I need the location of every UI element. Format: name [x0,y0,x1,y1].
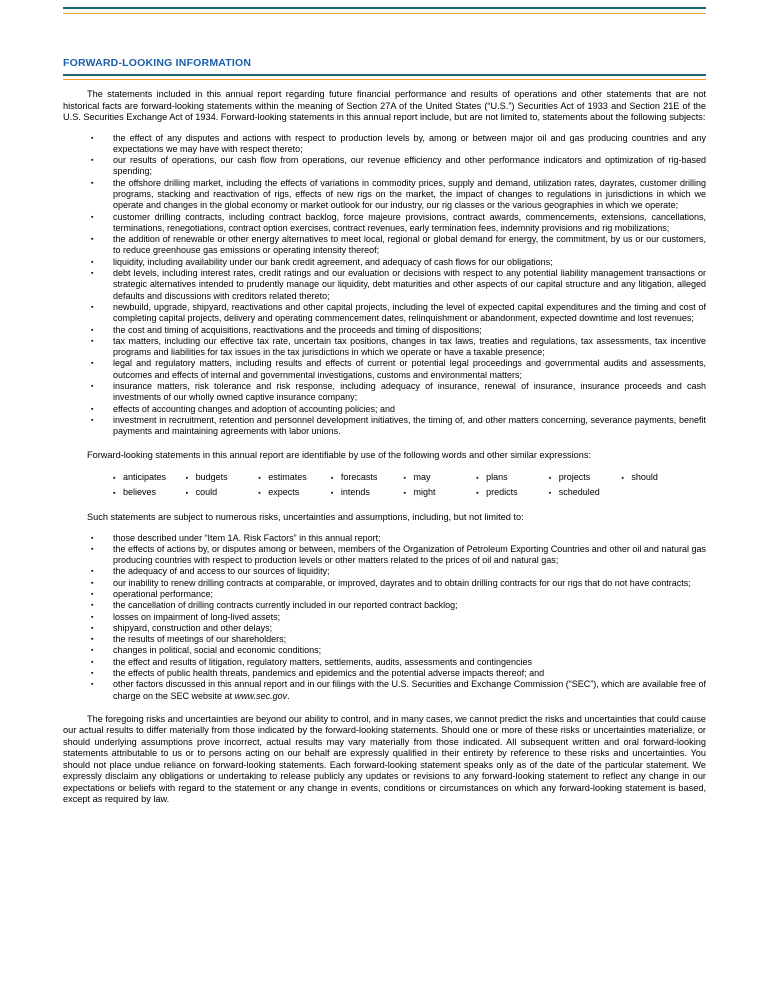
square-bullet-icon: ▪ [113,489,116,497]
subject-list-item [63,178,706,212]
keyword-item [186,486,259,501]
risk-list-item [63,612,706,623]
square-bullet-icon: ▪ [91,613,94,621]
square-bullet-icon: ▪ [91,624,94,632]
subject-list-item [63,302,706,325]
keyword-label: plans [486,472,508,483]
keyword-item [113,486,186,501]
subject-list-item [63,257,706,268]
keywords-grid [63,471,706,500]
square-bullet-icon: ▪ [91,157,94,165]
keyword-label: believes [123,486,157,497]
risk-item-text: those described under “Item 1A. Risk Factors” in this annual report; [113,532,381,543]
risk-item-text: the adequacy of and access to our sources of liquidity; [113,566,330,577]
subject-list-item [63,325,706,336]
square-bullet-icon: ▪ [91,636,94,644]
risk-item-text: the results of meetings of our shareholders; [113,634,287,645]
keyword-label: estimates [268,472,307,483]
risk-list-item [63,578,706,589]
subject-item-text: legal and regulatory matters, including results and effects of current or potential legal proceedings and governmental audits and assessments, outcomes and effects of internal and governmental investigations, customs and environmental matters; [113,358,706,380]
top-rule-orange [63,13,706,14]
subject-list-item [63,155,706,178]
risk-item-text: losses on impairment of long-lived assets; [113,611,281,622]
square-bullet-icon: ▪ [91,383,94,391]
square-bullet-icon: ▪ [258,475,261,483]
square-bullet-icon: ▪ [91,236,94,244]
top-rule-teal [63,7,706,9]
keyword-label: could [195,486,218,497]
keyword-label: may [413,472,431,483]
square-bullet-icon: ▪ [91,326,94,334]
subject-list-item [63,404,706,415]
square-bullet-icon: ▪ [91,416,94,424]
subject-item-text: our results of operations, our cash flow from operations, our revenue efficiency and other performance indicators and optimization of rig-based spending; [113,155,706,177]
risk-list-item [63,566,706,577]
subject-item-text: insurance matters, risk tolerance and risk response, including adequacy of insurance, renewal of insurance, insurance proceeds and cash investments of our wholly owned captive insurance company; [113,381,706,403]
square-bullet-icon: ▪ [91,534,94,542]
identifiable-paragraph: Forward-looking statements in this annual report are identifiable by use of the following words and other similar expressions: [87,449,592,460]
keyword-item [404,486,477,501]
square-bullet-icon: ▪ [113,475,116,483]
subject-item-text: liquidity, including availability under our bank credit agreement, and adequacy of cash flows for our obligations; [113,256,553,267]
subject-item-text: customer drilling contracts, including contract backlog, force majeure provisions, contract awards, commencements, extensions, cancellations, terminations, renegotiations, contract option exercises, contract revenues, early termination fees, indemnity provisions and rig mobilizations; [113,211,706,233]
keyword-item [621,471,694,486]
subject-item-text: effects of accounting changes and adoption of accounting policies; and [113,403,396,414]
risk-item-text: the cancellation of drilling contracts currently included in our reported contract backlog; [113,600,458,611]
keyword-item [549,486,622,501]
keyword-item [258,486,331,501]
square-bullet-icon: ▪ [91,568,94,576]
risk-list-item [63,600,706,611]
intro-paragraph: The statements included in this annual report regarding future financial performance and results of operations and other statements that are not historical facts are forward-looking statements within the meaning of Section 27A of the United States (“U.S.”) Securities Act of 1933 and Section 21E of the U.S. Securities Exchange Act of 1934. Forward-looking statements in this annual report include, but are not limited to, statements about the following subjects: [63,89,706,122]
keywords-row [63,486,706,501]
risks-bullet-list [63,533,706,702]
risk-list-item [63,634,706,645]
square-bullet-icon: ▪ [621,475,624,483]
risk-list-item [63,657,706,668]
keyword-label: budgets [195,472,228,483]
subject-item-text: the offshore drilling market, including the effects of variations in commodity prices, supply and demand, utilization rates, dayrates, customer drilling programs, stacking and reactivation of rigs, effects of new rigs on the market, the impact of changes to regulations in jurisdictions in which we operate and changes in the global economy or market outlook for our industry, our rig classes or the various geographies in which we operate; [113,177,706,211]
keyword-item [404,471,477,486]
square-bullet-icon: ▪ [91,258,94,266]
square-bullet-icon: ▪ [476,489,479,497]
subject-item-text: debt levels, including interest rates, credit ratings and our evaluation or decisions with respect to any potential liability management transactions or strategic alternatives intended to prudently manage our liquidity, debt maturities and other aspects of our capital structure and any litigation, alleged defaults and discussions with creditors related thereto; [113,268,706,301]
heading-rule-orange [63,79,706,80]
subject-list-item [63,358,706,381]
risk-item-text: other factors discussed in this annual report and in our filings with the U.S. Securities and Exchange Commission (“SEC”), which are available free of charge on the SEC website at www.sec.gov. [113,679,706,701]
keywords-row [63,471,706,486]
square-bullet-icon: ▪ [91,658,94,666]
subject-list-item [63,133,706,156]
subject-list-item [63,234,706,257]
subject-item-text: tax matters, including our effective tax rate, uncertain tax positions, changes in tax laws, treaties and regulations, tax assessments, tax incentive programs and liabilities for tax issues in the tax jurisdictions in which we operate or have a taxable presence; [113,335,706,358]
square-bullet-icon: ▪ [548,489,552,497]
square-bullet-icon: ▪ [91,602,94,610]
keyword-item [549,471,622,486]
keyword-label: predicts [486,486,518,497]
risk-item-text: changes in political, social and economic conditions; [113,645,322,656]
subject-list-item [63,212,706,235]
subject-item-text: newbuild, upgrade, shipyard, reactivations and other capital projects, including the level of expected capital expenditures and the timing and cost of completing capital projects, delivery and operating commencement dates, relinquishment or abandonment, expected downtime and lost revenues; [113,301,706,324]
risk-item-text: our inability to renew drilling contracts at comparable, or improved, dayrates and to obtain drilling contracts for our rigs that do not have contracts; [113,577,691,588]
keyword-label: might [413,486,436,497]
risk-list-item [63,679,706,702]
risk-item-text: the effects of actions by, or disputes among or between, members of the Organization of Petroleum Exporting Countries and other oil and natural gas producing countries with respect to production levels or other matters related to the prices of oil and natural gas; [113,543,706,566]
page-title: FORWARD-LOOKING INFORMATION [63,57,252,69]
keyword-item [113,471,186,486]
square-bullet-icon: ▪ [185,475,189,483]
keyword-item [331,486,404,501]
subject-item-text: the cost and timing of acquisitions, reactivations and the proceeds and timing of dispositions; [113,324,482,335]
square-bullet-icon: ▪ [185,489,189,497]
square-bullet-icon: ▪ [91,360,94,368]
square-bullet-icon: ▪ [91,134,94,142]
square-bullet-icon: ▪ [91,545,94,553]
square-bullet-icon: ▪ [91,303,94,311]
keyword-item [331,471,404,486]
square-bullet-icon: ▪ [91,337,94,345]
square-bullet-icon: ▪ [548,475,552,483]
keyword-label: forecasts [340,472,378,483]
keyword-label: intends [340,486,370,497]
square-bullet-icon: ▪ [330,489,334,497]
square-bullet-icon: ▪ [476,475,479,483]
closing-paragraph: The foregoing risks and uncertainties are beyond our ability to control, and in many cases, we cannot predict the risks and uncertainties that could cause our actual results to differ materially from those indicated by the forward-looking statements. Should one or more of these risks or uncertainties materialize, or should underlying assumptions prove incorrect, actual results may vary materially from those indicated. All subsequent written and oral forward-looking statements attributable to us or to persons acting on our behalf are expressly qualified in their entirety by reference to these risks and uncertainties. You should not place undue reliance on forward-looking statements. Each forward-looking statement speaks only as of the date of the particular statement. We expressly disclaim any obligations or undertaking to release publicly any updates or revisions to any forward-looking statement to reflect any change in our expectations or beliefs with regard to the statement or any change in events, conditions or circumstances on which any forward-looking statement is based, except as required by law. [63,713,706,805]
risk-list-item [63,544,706,567]
risk-list-item [63,533,706,544]
risk-item-text: operational performance; [113,589,214,599]
keyword-item [476,471,549,486]
risks-lead-paragraph: Such statements are subject to numerous risks, uncertainties and assumptions, including, but not limited to: [87,512,524,523]
keyword-label: projects [558,472,591,483]
square-bullet-icon: ▪ [91,591,94,598]
risk-list-item [63,668,706,679]
subject-list-item [63,336,706,359]
keyword-label: scheduled [558,486,600,497]
keyword-label: anticipates [123,472,167,483]
keyword-label: should [631,472,658,483]
square-bullet-icon: ▪ [91,579,94,587]
subject-item-text: the addition of renewable or other energy alternatives to meet local, regional or global demand for energy, the commitment, by us or our customers, to reduce greenhouse gas emissions or operating intensity thereof; [113,234,706,256]
subject-item-text: investment in recruitment, retention and personnel development initiatives, the timing of, and other matters concerning, severance payments, benefit payments and maintaining agreements with labor unions. [113,414,706,437]
square-bullet-icon: ▪ [91,647,94,655]
keyword-item [186,471,259,486]
keyword-item [258,471,331,486]
heading-block [63,57,706,80]
subjects-bullet-list [63,133,706,438]
subject-list-item [63,268,706,302]
risk-item-text: shipyard, construction and other delays; [113,622,273,633]
square-bullet-icon: ▪ [403,475,406,483]
risk-item-text: the effects of public health threats, pandemics and epidemics and the potential adverse impacts thereof; and [113,668,545,679]
subject-list-item [63,415,706,438]
risk-list-item [63,645,706,656]
square-bullet-icon: ▪ [91,179,94,187]
square-bullet-icon: ▪ [91,213,94,221]
subject-list-item [63,381,706,404]
square-bullet-icon: ▪ [91,681,94,689]
heading-rule-teal [63,74,706,76]
square-bullet-icon: ▪ [91,270,94,278]
subject-item-text: the effect of any disputes and actions with respect to production levels by, among or between major oil and gas producing countries and any expectations we may have with respect thereto; [113,132,706,154]
square-bullet-icon: ▪ [258,489,261,497]
risk-item-text: the effect and results of litigation, regulatory matters, settlements, audits, assessments and contingencies [113,656,533,667]
square-bullet-icon: ▪ [91,670,94,678]
square-bullet-icon: ▪ [91,405,94,413]
keyword-label: expects [268,486,300,497]
square-bullet-icon: ▪ [330,475,334,483]
risk-list-item [63,589,706,600]
keyword-item [476,486,549,501]
square-bullet-icon: ▪ [403,489,406,497]
risk-list-item [63,623,706,634]
